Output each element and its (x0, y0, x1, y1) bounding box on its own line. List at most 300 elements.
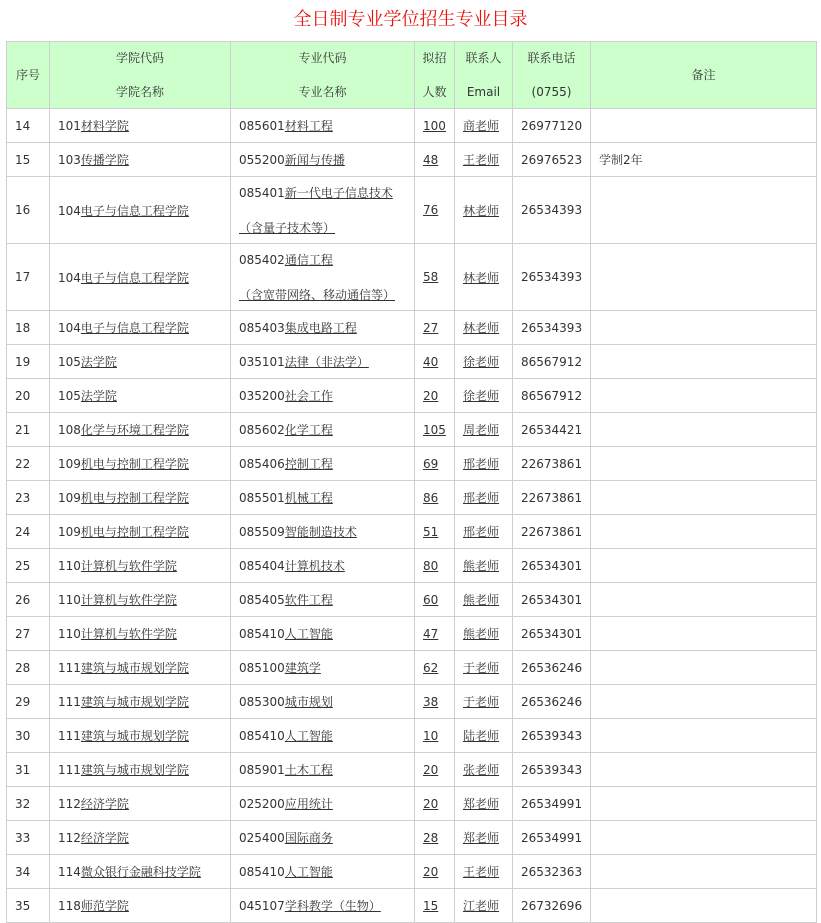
major-code: 085401 (239, 186, 285, 200)
header-phone: 联系电话 (0755) (513, 42, 591, 109)
seq-number: 27 (15, 626, 31, 641)
remark-cell (591, 583, 817, 617)
table-row (7, 685, 817, 719)
phone-number: 26534393 (521, 320, 583, 335)
seq-cell (7, 889, 50, 923)
phone-cell (513, 311, 591, 345)
college-link[interactable]: 建筑与城市规划学院 (80, 763, 189, 777)
quota-cell (415, 583, 455, 617)
phone-number: 26534393 (521, 203, 583, 217)
college-code: 104 (58, 321, 81, 335)
phone-cell (513, 685, 591, 719)
quota-link[interactable]: 100 (423, 118, 446, 133)
contact-email-link[interactable]: 王老师 (463, 153, 500, 167)
phone-number: 26977120 (521, 118, 583, 133)
quota-cell (415, 447, 455, 481)
remark-cell (591, 177, 817, 244)
seq-cell (7, 685, 50, 719)
table-row (7, 379, 817, 413)
phone-number: 26534393 (521, 270, 583, 284)
major-code: 085410 (239, 627, 285, 641)
college-link[interactable]: 电子与信息工程学院 (80, 203, 189, 218)
college-link[interactable]: 法学院 (80, 389, 117, 403)
phone-cell (513, 651, 591, 685)
major-code: 025400 (239, 831, 285, 845)
quota-link[interactable]: 69 (423, 456, 439, 471)
table-row (7, 345, 817, 379)
table-row (7, 413, 817, 447)
phone-number: 26732696 (521, 898, 583, 913)
college-code: 111 (58, 763, 81, 777)
remark-cell (591, 651, 817, 685)
remark-cell (591, 685, 817, 719)
quota-cell (415, 889, 455, 923)
header-contact: 联系人 Email (455, 42, 513, 109)
program-catalog-table (6, 41, 817, 923)
table-row (7, 855, 817, 889)
college-code: 104 (58, 203, 81, 218)
remark-cell (591, 109, 817, 143)
college-link[interactable]: 微众银行金融科技学院 (80, 865, 201, 879)
college-code: 105 (58, 389, 81, 403)
college-cell (50, 651, 231, 685)
contact-email-link[interactable]: 邢老师 (463, 491, 500, 505)
college-cell (50, 515, 231, 549)
college-code: 112 (58, 797, 81, 811)
contact-email-link[interactable]: 张老师 (463, 763, 500, 777)
remark-cell (591, 143, 817, 177)
contact-cell (455, 651, 513, 685)
major-link[interactable]: 社会工作 (284, 389, 333, 403)
college-link[interactable]: 经济学院 (80, 831, 129, 845)
quota-cell (415, 311, 455, 345)
phone-cell (513, 481, 591, 515)
table-row (7, 583, 817, 617)
seq-number: 24 (15, 524, 31, 539)
contact-email-link[interactable]: 邢老师 (463, 457, 500, 471)
remark-cell (591, 855, 817, 889)
phone-number: 26976523 (521, 152, 583, 167)
quota-cell (415, 379, 455, 413)
contact-email-link[interactable]: 熊老师 (463, 559, 500, 573)
seq-number: 20 (15, 388, 31, 403)
seq-cell (7, 549, 50, 583)
major-link[interactable]: 智能制造技术 (284, 525, 357, 539)
quota-link[interactable]: 20 (423, 388, 439, 403)
major-cell (231, 244, 415, 311)
college-link[interactable]: 传播学院 (80, 153, 129, 167)
college-link[interactable]: 化学与环境工程学院 (80, 423, 189, 437)
contact-cell (455, 447, 513, 481)
major-link[interactable]: 人工智能 (284, 865, 333, 879)
quota-link[interactable]: 20 (423, 864, 439, 879)
phone-number: 22673861 (521, 524, 583, 539)
table-row (7, 617, 817, 651)
college-code: 111 (58, 729, 81, 743)
contact-cell (455, 685, 513, 719)
remark-cell (591, 311, 817, 345)
phone-number: 26536246 (521, 694, 583, 709)
contact-email-link[interactable]: 郑老师 (463, 831, 500, 845)
major-code: 085509 (239, 525, 285, 539)
quota-link[interactable]: 47 (423, 626, 439, 641)
contact-email-link[interactable]: 林老师 (463, 203, 500, 218)
major-link[interactable]: 人工智能 (284, 729, 333, 743)
seq-number: 30 (15, 728, 31, 743)
major-link[interactable]: 学科教学（生物） (284, 899, 381, 913)
college-link[interactable]: 师范学院 (80, 899, 129, 913)
college-cell (50, 719, 231, 753)
remark-cell (591, 413, 817, 447)
contact-cell (455, 821, 513, 855)
major-cell (231, 379, 415, 413)
table-row (7, 177, 817, 244)
major-code: 085403 (239, 321, 285, 335)
major-cell (231, 109, 415, 143)
contact-cell (455, 244, 513, 311)
contact-cell (455, 345, 513, 379)
table-row (7, 515, 817, 549)
table-row (7, 651, 817, 685)
contact-email-link[interactable]: 于老师 (463, 695, 500, 709)
major-cell (231, 345, 415, 379)
contact-email-link[interactable]: 江老师 (463, 899, 500, 913)
phone-cell (513, 889, 591, 923)
college-code: 108 (58, 423, 81, 437)
major-code: 085404 (239, 559, 285, 573)
contact-cell (455, 787, 513, 821)
quota-cell (415, 685, 455, 719)
college-link[interactable]: 法学院 (80, 355, 117, 369)
major-link[interactable]: 计算机技术 (284, 559, 345, 573)
contact-cell (455, 311, 513, 345)
quota-link[interactable]: 60 (423, 592, 439, 607)
college-code: 114 (58, 865, 81, 879)
major-cell (231, 177, 415, 244)
phone-cell (513, 109, 591, 143)
contact-email-link[interactable]: 王老师 (463, 865, 500, 879)
college-code: 104 (58, 270, 81, 285)
remark-cell (591, 481, 817, 515)
college-cell (50, 753, 231, 787)
contact-cell (455, 855, 513, 889)
contact-cell (455, 549, 513, 583)
seq-number: 16 (15, 203, 31, 217)
phone-cell (513, 447, 591, 481)
quota-link[interactable]: 20 (423, 796, 439, 811)
quota-link[interactable]: 76 (423, 203, 439, 217)
table-row (7, 549, 817, 583)
major-code: 085901 (239, 763, 285, 777)
major-code: 085501 (239, 491, 285, 505)
seq-number: 35 (15, 898, 31, 913)
contact-email-link[interactable]: 于老师 (463, 661, 500, 675)
quota-cell (415, 651, 455, 685)
remark-cell (591, 244, 817, 311)
college-code: 109 (58, 457, 81, 471)
college-code: 111 (58, 695, 81, 709)
major-link[interactable]: 法律（非法学） (284, 355, 369, 369)
phone-number: 26536246 (521, 660, 583, 675)
header-seq: 序号 (7, 42, 50, 109)
quota-cell (415, 753, 455, 787)
quota-cell (415, 345, 455, 379)
seq-number: 15 (15, 152, 31, 167)
quota-link[interactable]: 38 (423, 694, 439, 709)
college-cell (50, 345, 231, 379)
seq-cell (7, 143, 50, 177)
college-code: 110 (58, 627, 81, 641)
major-cell (231, 617, 415, 651)
quota-link[interactable]: 80 (423, 558, 439, 573)
phone-cell (513, 821, 591, 855)
phone-number: 26534991 (521, 830, 583, 845)
remark-cell (591, 889, 817, 923)
contact-cell (455, 583, 513, 617)
quota-cell (415, 244, 455, 311)
remark-cell (591, 617, 817, 651)
seq-number: 17 (15, 270, 31, 284)
contact-cell (455, 379, 513, 413)
seq-number: 34 (15, 864, 31, 879)
college-cell (50, 109, 231, 143)
table-row (7, 143, 817, 177)
table-row (7, 244, 817, 311)
remark-cell (591, 345, 817, 379)
college-cell (50, 143, 231, 177)
table-row (7, 481, 817, 515)
seq-number: 22 (15, 456, 31, 471)
header-major: 专业代码 专业名称 (231, 42, 415, 109)
college-cell (50, 549, 231, 583)
contact-email-link[interactable]: 陆老师 (463, 729, 500, 743)
phone-cell (513, 787, 591, 821)
college-code: 110 (58, 593, 81, 607)
quota-link[interactable]: 86 (423, 490, 439, 505)
college-cell (50, 583, 231, 617)
contact-email-link[interactable]: 周老师 (463, 423, 500, 437)
quota-link[interactable]: 10 (423, 728, 439, 743)
seq-number: 29 (15, 694, 31, 709)
major-link[interactable]: 城市规划 (284, 695, 333, 709)
contact-cell (455, 719, 513, 753)
seq-cell (7, 379, 50, 413)
table-row (7, 821, 817, 855)
major-cell (231, 311, 415, 345)
table-row (7, 719, 817, 753)
major-cell (231, 719, 415, 753)
table-row (7, 753, 817, 787)
major-link[interactable]: 应用统计 (284, 797, 333, 811)
contact-cell (455, 515, 513, 549)
major-cell (231, 787, 415, 821)
contact-cell (455, 143, 513, 177)
phone-number: 26534301 (521, 592, 583, 607)
major-link[interactable]: 软件工程 (284, 593, 333, 607)
contact-email-link[interactable]: 郑老师 (463, 797, 500, 811)
quota-link[interactable]: 20 (423, 762, 439, 777)
quota-cell (415, 109, 455, 143)
remark-cell (591, 379, 817, 413)
contact-email-link[interactable]: 邢老师 (463, 525, 500, 539)
college-code: 118 (58, 899, 81, 913)
college-code: 109 (58, 491, 81, 505)
college-link[interactable]: 机电与控制工程学院 (80, 491, 189, 505)
seq-cell (7, 787, 50, 821)
contact-email-link[interactable]: 商老师 (463, 119, 500, 133)
major-link[interactable]: 土木工程 (284, 763, 333, 777)
major-link[interactable]: 化学工程 (284, 423, 333, 437)
college-link[interactable]: 机电与控制工程学院 (80, 525, 189, 539)
quota-link[interactable]: 15 (423, 898, 439, 913)
quota-link[interactable]: 62 (423, 660, 439, 675)
college-cell (50, 447, 231, 481)
college-cell (50, 311, 231, 345)
phone-number: 26532363 (521, 864, 583, 879)
phone-number: 22673861 (521, 490, 583, 505)
quota-cell (415, 549, 455, 583)
seq-cell (7, 109, 50, 143)
phone-number: 86567912 (521, 388, 583, 403)
quota-link[interactable]: 40 (423, 354, 439, 369)
quota-cell (415, 143, 455, 177)
college-link[interactable]: 建筑与城市规划学院 (80, 695, 189, 709)
table-row (7, 787, 817, 821)
seq-cell (7, 651, 50, 685)
major-code: 085100 (239, 661, 285, 675)
college-link[interactable]: 建筑与城市规划学院 (80, 729, 189, 743)
phone-number: 26534421 (521, 422, 583, 437)
college-cell (50, 889, 231, 923)
college-code: 103 (58, 153, 81, 167)
seq-number: 26 (15, 592, 31, 607)
major-link[interactable]: 集成电路工程 (284, 321, 357, 335)
contact-cell (455, 753, 513, 787)
table-row (7, 447, 817, 481)
contact-cell (455, 413, 513, 447)
college-link[interactable]: 电子与信息工程学院 (80, 321, 189, 335)
major-code: 035200 (239, 389, 285, 403)
college-cell (50, 685, 231, 719)
seq-cell (7, 177, 50, 244)
major-link-subtitle[interactable]: （含量子技术等） (239, 221, 336, 235)
phone-cell (513, 753, 591, 787)
table-row (7, 109, 817, 143)
phone-cell (513, 617, 591, 651)
major-cell (231, 889, 415, 923)
seq-cell (7, 583, 50, 617)
quota-link[interactable]: 48 (423, 152, 439, 167)
seq-cell (7, 345, 50, 379)
quota-cell (415, 787, 455, 821)
quota-link[interactable]: 105 (423, 422, 446, 437)
college-cell (50, 244, 231, 311)
major-code: 085601 (239, 119, 285, 133)
major-link[interactable]: 国际商务 (284, 831, 333, 845)
college-link[interactable]: 建筑与城市规划学院 (80, 661, 189, 675)
contact-cell (455, 617, 513, 651)
major-link[interactable]: 新一代电子信息技术 (284, 186, 393, 200)
remark-cell (591, 447, 817, 481)
phone-cell (513, 583, 591, 617)
major-cell (231, 855, 415, 889)
college-code: 109 (58, 525, 81, 539)
quota-cell (415, 821, 455, 855)
major-cell (231, 753, 415, 787)
phone-cell (513, 143, 591, 177)
college-link[interactable]: 材料学院 (80, 119, 129, 133)
contact-email-link[interactable]: 林老师 (463, 321, 500, 335)
college-link[interactable]: 机电与控制工程学院 (80, 457, 189, 471)
college-link[interactable]: 计算机与软件学院 (80, 627, 177, 641)
major-cell (231, 143, 415, 177)
header-remark: 备注 (591, 42, 817, 109)
phone-number: 26539343 (521, 728, 583, 743)
seq-cell (7, 447, 50, 481)
major-link[interactable]: 人工智能 (284, 627, 333, 641)
contact-email-link[interactable]: 徐老师 (463, 355, 500, 369)
major-link[interactable]: 材料工程 (284, 119, 333, 133)
college-link[interactable]: 经济学院 (80, 797, 129, 811)
seq-number: 28 (15, 660, 31, 675)
major-link[interactable]: 建筑学 (284, 661, 321, 675)
phone-cell (513, 244, 591, 311)
major-cell (231, 583, 415, 617)
seq-cell (7, 515, 50, 549)
major-link-subtitle[interactable]: （含宽带网络、移动通信等） (239, 288, 396, 302)
college-cell (50, 855, 231, 889)
major-link[interactable]: 通信工程 (284, 253, 333, 267)
contact-email-link[interactable]: 徐老师 (463, 389, 500, 403)
seq-cell (7, 753, 50, 787)
phone-cell (513, 719, 591, 753)
quota-link[interactable]: 51 (423, 524, 439, 539)
major-link[interactable]: 机械工程 (284, 491, 333, 505)
contact-email-link[interactable]: 林老师 (463, 270, 500, 285)
contact-email-link[interactable]: 熊老师 (463, 593, 500, 607)
contact-email-link[interactable]: 熊老师 (463, 627, 500, 641)
quota-link[interactable]: 27 (423, 320, 439, 335)
college-link[interactable]: 电子与信息工程学院 (80, 270, 189, 285)
phone-number: 26534991 (521, 796, 583, 811)
remark-text: 学制2年 (599, 153, 643, 167)
quota-link[interactable]: 58 (423, 270, 439, 284)
phone-number: 86567912 (521, 354, 583, 369)
major-cell (231, 821, 415, 855)
major-link[interactable]: 控制工程 (284, 457, 333, 471)
seq-number: 32 (15, 796, 31, 811)
quota-link[interactable]: 28 (423, 830, 439, 845)
major-link[interactable]: 新闻与传播 (284, 153, 345, 167)
college-link[interactable]: 计算机与软件学院 (80, 593, 177, 607)
major-cell (231, 685, 415, 719)
page-title: 全日制专业学位招生专业目录 (293, 9, 528, 30)
seq-cell (7, 311, 50, 345)
college-cell (50, 177, 231, 244)
major-cell (231, 515, 415, 549)
quota-cell (415, 481, 455, 515)
table-header-row (7, 42, 817, 109)
college-link[interactable]: 计算机与软件学院 (80, 559, 177, 573)
college-cell (50, 787, 231, 821)
major-code: 045107 (239, 899, 285, 913)
college-code: 105 (58, 355, 81, 369)
phone-cell (513, 515, 591, 549)
seq-cell (7, 481, 50, 515)
major-code: 085402 (239, 253, 285, 267)
contact-cell (455, 109, 513, 143)
college-cell (50, 821, 231, 855)
